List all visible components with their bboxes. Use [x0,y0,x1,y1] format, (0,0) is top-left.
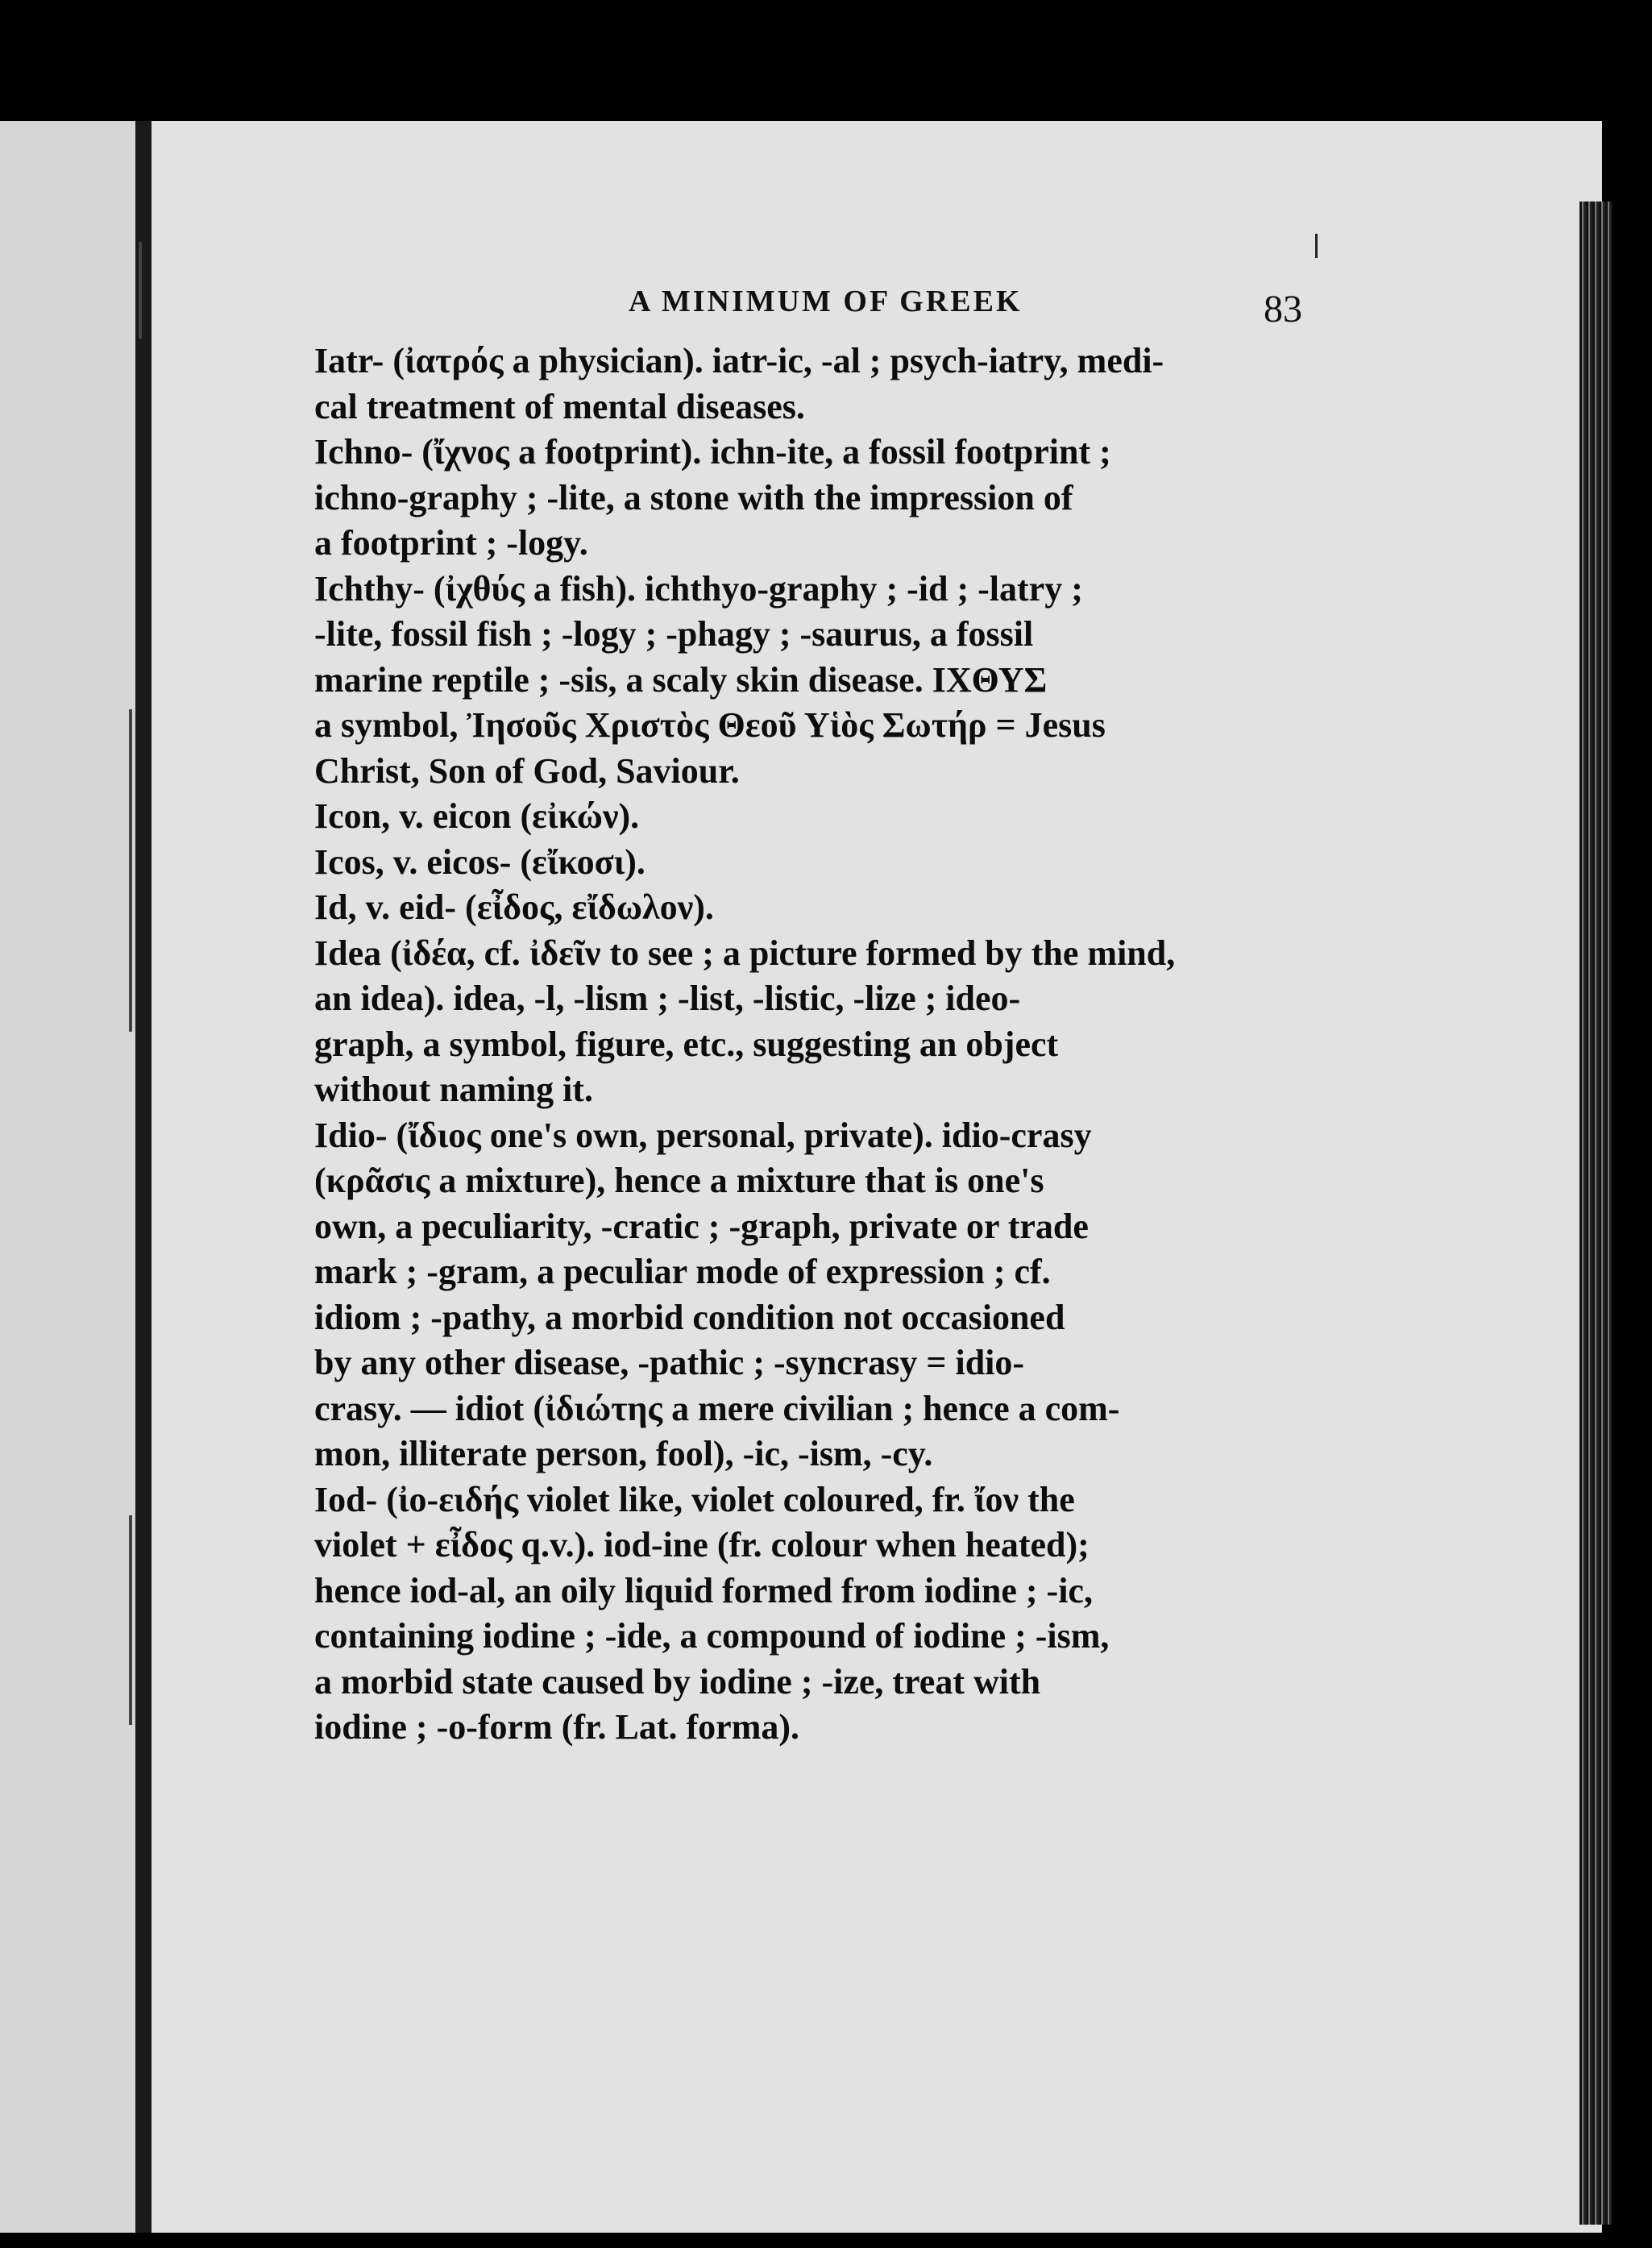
running-header: A MINIMUM OF GREEK [629,285,1023,318]
text-line: iodine ; -o-form (fr. Lat. forma). [314,1707,799,1747]
text-line: Id, v. eid- (εἶδος, εἴδωλον). [314,887,714,927]
text-line: an idea). idea, -l, -lism ; -list, -listic, -lize ; ideo- [314,979,1021,1018]
text-line: a footprint ; -logy. [314,523,588,563]
text-line: Icon, v. eicon (εἰκών). [314,796,640,836]
entry-idio [314,1113,1297,1477]
text-line: a symbol, Ἰησοῦς Χριστὸς Θεοῦ Υἱὸς Σωτήρ = Jesus [314,705,1106,745]
entry-id [314,885,1297,931]
entry-idea [314,931,1297,1113]
text-line: mon, illiterate person, fool), -ic, -ism, -cy. [314,1434,933,1473]
text-line: Ichno- (ἴχνος a footprint). ichn-ite, a fossil footprint ; [314,432,1111,472]
text-line: violet + εἶδος q.v.). iod-ine (fr. colour when heated); [314,1525,1090,1564]
text-line: crasy. — idiot (ἰδιώτης a mere civilian ; hence a com- [314,1388,1120,1428]
entry-ichthy [314,567,1297,795]
text-line: cal treatment of mental diseases. [314,386,805,426]
gutter-mark [129,1515,132,1725]
text-line: -lite, fossil fish ; -logy ; -phagy ; -saurus, a fossil [314,614,1034,654]
text-line: a morbid state caused by iodine ; -ize, treat with [314,1661,1041,1702]
text-line: marine reptile ; -sis, a scaly skin disease. ΙΧΘΥΣ [314,659,1048,700]
text-line: Iod- (ἰο-ειδής violet like, violet coloured, fr. ἴον the [314,1479,1075,1519]
text-line: mark ; -gram, a peculiar mode of expression ; cf. [314,1252,1051,1291]
text-line: ichno-graphy ; -lite, a stone with the impression of [314,477,1073,517]
entry-iod [314,1477,1297,1751]
text-line: own, a peculiarity, -cratic ; -graph, private or trade [314,1206,1089,1246]
text-line: containing iodine ; -ide, a compound of iodine ; -ism, [314,1616,1110,1656]
scan-mark [1315,234,1318,258]
text-line: Idea (ἰδέα, cf. ἰδεῖν to see ; a picture formed by the mind, [314,933,1176,973]
text-line: Ichthy- (ἰχθύς a fish). ichthyo-graphy ; -id ; -latry ; [314,568,1083,609]
text-line: (κρᾶσις a mixture), hence a mixture that is one's [314,1161,1044,1200]
entry-ichno [314,430,1297,567]
gutter-mark [129,709,132,1032]
text-line: idiom ; -pathy, a morbid condition not occasioned [314,1297,1065,1337]
text-line: Idio- (ἴδιος one's own, personal, private). idio-crasy [314,1115,1092,1155]
dictionary-text [314,339,1297,1751]
entry-icon [314,794,1297,840]
text-line: by any other disease, -pathic ; -syncrasy = idio- [314,1343,1025,1382]
entry-iatr [314,339,1297,430]
text-line: Iatr- (ἰατρός a physician). iatr-ic, -al ; psych-iatry, medi- [314,341,1164,380]
text-line: without naming it. [314,1070,593,1109]
text-line: Christ, Son of God, Saviour. [314,750,740,791]
facing-page-edge [0,121,145,2233]
text-line: Icos, v. eicos- (εἴκοσι). [314,841,645,882]
entry-icos [314,840,1297,886]
gutter-mark [139,242,142,339]
book-gutter [135,121,152,2233]
text-line: hence iod-al, an oily liquid formed from iodine ; -ic, [314,1570,1093,1610]
text-line: graph, a symbol, figure, etc., suggesting an object [314,1024,1059,1064]
page-stack-edge [1579,202,1612,2225]
page-number: 83 [1264,288,1302,330]
